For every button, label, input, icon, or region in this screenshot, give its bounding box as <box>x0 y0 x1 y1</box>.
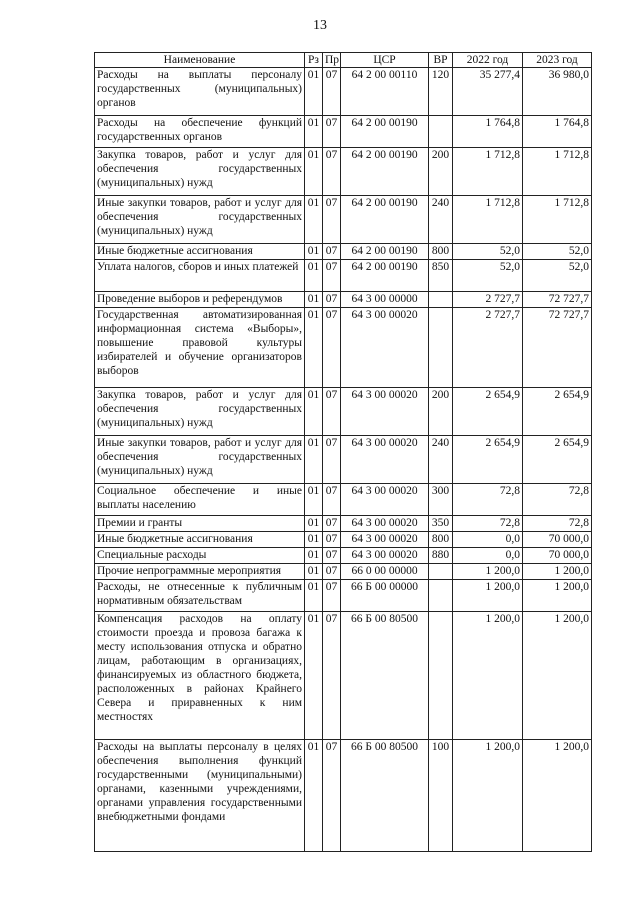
cell-pr: 07 <box>323 740 341 852</box>
cell-2023: 1 712,8 <box>523 148 592 196</box>
cell-rz: 01 <box>305 612 323 740</box>
cell-rz: 01 <box>305 580 323 612</box>
cell-csr: 64 3 00 00020 <box>341 532 429 548</box>
cell-2022: 1 200,0 <box>453 740 523 852</box>
cell-name: Иные бюджетные ассигнования <box>95 244 305 260</box>
cell-rz: 01 <box>305 244 323 260</box>
cell-rz: 01 <box>305 484 323 516</box>
table-row <box>95 612 592 740</box>
cell-csr: 64 2 00 00190 <box>341 244 429 260</box>
cell-pr: 07 <box>323 548 341 564</box>
cell-2022: 52,0 <box>453 260 523 292</box>
cell-2023: 52,0 <box>523 260 592 292</box>
budget-table <box>94 52 592 852</box>
table-row <box>95 564 592 580</box>
cell-csr: 64 2 00 00190 <box>341 116 429 148</box>
cell-vr: 120 <box>429 68 453 116</box>
cell-2022: 1 200,0 <box>453 612 523 740</box>
cell-2023: 72 727,7 <box>523 308 592 388</box>
cell-rz: 01 <box>305 116 323 148</box>
cell-2022: 2 654,9 <box>453 436 523 484</box>
cell-2022: 1 712,8 <box>453 196 523 244</box>
cell-rz: 01 <box>305 196 323 244</box>
header-2022: 2022 год <box>453 53 523 68</box>
cell-name: Расходы на обеспечение функций государственных органов <box>95 116 305 148</box>
cell-vr: 200 <box>429 148 453 196</box>
cell-rz: 01 <box>305 548 323 564</box>
cell-name: Расходы на выплаты персоналу государственных (муниципальных) органов <box>95 68 305 116</box>
cell-rz: 01 <box>305 436 323 484</box>
cell-name: Проведение выборов и референдумов <box>95 292 305 308</box>
cell-2022: 35 277,4 <box>453 68 523 116</box>
cell-vr: 200 <box>429 388 453 436</box>
cell-2023: 52,0 <box>523 244 592 260</box>
cell-2022: 52,0 <box>453 244 523 260</box>
cell-vr: 240 <box>429 436 453 484</box>
cell-rz: 01 <box>305 516 323 532</box>
cell-csr: 64 2 00 00110 <box>341 68 429 116</box>
cell-vr <box>429 612 453 740</box>
cell-name: Специальные расходы <box>95 548 305 564</box>
cell-csr: 64 3 00 00020 <box>341 436 429 484</box>
table-row <box>95 388 592 436</box>
cell-vr <box>429 116 453 148</box>
cell-csr: 64 3 00 00020 <box>341 516 429 532</box>
cell-2023: 70 000,0 <box>523 548 592 564</box>
cell-csr: 64 2 00 00190 <box>341 260 429 292</box>
cell-name: Премии и гранты <box>95 516 305 532</box>
header-pr: Пр <box>323 53 341 68</box>
cell-2022: 0,0 <box>453 532 523 548</box>
cell-csr: 64 3 00 00020 <box>341 548 429 564</box>
cell-csr: 64 2 00 00190 <box>341 196 429 244</box>
cell-2023: 72 727,7 <box>523 292 592 308</box>
table-row <box>95 580 592 612</box>
cell-vr <box>429 308 453 388</box>
cell-name: Закупка товаров, работ и услуг для обеспечения государственных (муниципальных) нужд <box>95 388 305 436</box>
header-name: Наименование <box>95 53 305 68</box>
cell-pr: 07 <box>323 516 341 532</box>
cell-name: Иные бюджетные ассигнования <box>95 532 305 548</box>
cell-2022: 1 712,8 <box>453 148 523 196</box>
cell-pr: 07 <box>323 292 341 308</box>
cell-2022: 1 200,0 <box>453 564 523 580</box>
cell-2022: 72,8 <box>453 516 523 532</box>
cell-name: Иные закупки товаров, работ и услуг для обеспечения государственных (муниципальных) нужд <box>95 436 305 484</box>
table-row <box>95 260 592 292</box>
cell-vr: 880 <box>429 548 453 564</box>
table-row <box>95 548 592 564</box>
cell-2022: 2 727,7 <box>453 292 523 308</box>
cell-2023: 1 712,8 <box>523 196 592 244</box>
cell-csr: 64 3 00 00020 <box>341 484 429 516</box>
cell-csr: 64 2 00 00190 <box>341 148 429 196</box>
cell-name: Прочие непрограммные мероприятия <box>95 564 305 580</box>
cell-name: Расходы на выплаты персоналу в целях обеспечения выполнения функций государственными (муниципальными) органами, казенными учреждениями, органами управления государственными внебюджетными фондами <box>95 740 305 852</box>
cell-csr: 66 0 00 00000 <box>341 564 429 580</box>
cell-2023: 1 200,0 <box>523 612 592 740</box>
cell-name: Иные закупки товаров, работ и услуг для обеспечения государственных (муниципальных) нужд <box>95 196 305 244</box>
cell-pr: 07 <box>323 484 341 516</box>
cell-2022: 1 200,0 <box>453 580 523 612</box>
cell-csr: 66 Б 00 80500 <box>341 612 429 740</box>
cell-2023: 2 654,9 <box>523 388 592 436</box>
cell-pr: 07 <box>323 308 341 388</box>
cell-name: Закупка товаров, работ и услуг для обеспечения государственных (муниципальных) нужд <box>95 148 305 196</box>
cell-csr: 66 Б 00 80500 <box>341 740 429 852</box>
cell-pr: 07 <box>323 244 341 260</box>
cell-vr: 300 <box>429 484 453 516</box>
cell-vr <box>429 580 453 612</box>
cell-vr: 240 <box>429 196 453 244</box>
cell-rz: 01 <box>305 564 323 580</box>
cell-2023: 36 980,0 <box>523 68 592 116</box>
cell-2022: 72,8 <box>453 484 523 516</box>
cell-rz: 01 <box>305 148 323 196</box>
cell-rz: 01 <box>305 308 323 388</box>
cell-csr: 66 Б 00 00000 <box>341 580 429 612</box>
table-row <box>95 484 592 516</box>
table-header-row <box>95 53 592 68</box>
page-number: 13 <box>313 18 327 33</box>
cell-pr: 07 <box>323 260 341 292</box>
cell-pr: 07 <box>323 612 341 740</box>
cell-pr: 07 <box>323 196 341 244</box>
cell-pr: 07 <box>323 148 341 196</box>
cell-pr: 07 <box>323 564 341 580</box>
table-row <box>95 116 592 148</box>
cell-name: Компенсация расходов на оплату стоимости проезда и провоза багажа к месту использования отпуска и обратно лицам, работающим в организациях, финансируемых из областного бюджета, расположенных в районах Крайнего Севера и приравненных к ним местностях <box>95 612 305 740</box>
table-row <box>95 244 592 260</box>
table-row <box>95 196 592 244</box>
cell-vr: 100 <box>429 740 453 852</box>
header-rz: Рз <box>305 53 323 68</box>
cell-2023: 70 000,0 <box>523 532 592 548</box>
table-row <box>95 308 592 388</box>
cell-pr: 07 <box>323 68 341 116</box>
header-vr: ВР <box>429 53 453 68</box>
cell-rz: 01 <box>305 388 323 436</box>
cell-name: Социальное обеспечение и иные выплаты населению <box>95 484 305 516</box>
cell-csr: 64 3 00 00020 <box>341 388 429 436</box>
cell-2022: 0,0 <box>453 548 523 564</box>
cell-rz: 01 <box>305 260 323 292</box>
cell-name: Уплата налогов, сборов и иных платежей <box>95 260 305 292</box>
cell-vr <box>429 292 453 308</box>
cell-vr: 800 <box>429 244 453 260</box>
cell-name: Государственная автоматизированная информационная система «Выборы», повышение правовой культуры избирателей и обучение организаторов выборов <box>95 308 305 388</box>
table-row <box>95 292 592 308</box>
cell-2023: 1 200,0 <box>523 564 592 580</box>
cell-name: Расходы, не отнесенные к публичным нормативным обязательствам <box>95 580 305 612</box>
table-row <box>95 436 592 484</box>
cell-vr: 800 <box>429 532 453 548</box>
cell-rz: 01 <box>305 68 323 116</box>
cell-rz: 01 <box>305 532 323 548</box>
cell-csr: 64 3 00 00000 <box>341 292 429 308</box>
cell-csr: 64 3 00 00020 <box>341 308 429 388</box>
cell-pr: 07 <box>323 532 341 548</box>
cell-2023: 1 764,8 <box>523 116 592 148</box>
cell-rz: 01 <box>305 292 323 308</box>
cell-2022: 2 654,9 <box>453 388 523 436</box>
cell-vr: 850 <box>429 260 453 292</box>
cell-2022: 1 764,8 <box>453 116 523 148</box>
header-csr: ЦСР <box>341 53 429 68</box>
cell-pr: 07 <box>323 436 341 484</box>
cell-2022: 2 727,7 <box>453 308 523 388</box>
header-2023: 2023 год <box>523 53 592 68</box>
cell-2023: 1 200,0 <box>523 740 592 852</box>
cell-pr: 07 <box>323 580 341 612</box>
cell-rz: 01 <box>305 740 323 852</box>
table-row <box>95 68 592 116</box>
cell-pr: 07 <box>323 388 341 436</box>
cell-2023: 72,8 <box>523 484 592 516</box>
cell-vr <box>429 564 453 580</box>
cell-2023: 72,8 <box>523 516 592 532</box>
cell-2023: 2 654,9 <box>523 436 592 484</box>
cell-vr: 350 <box>429 516 453 532</box>
cell-pr: 07 <box>323 116 341 148</box>
table-row <box>95 740 592 852</box>
table-row <box>95 148 592 196</box>
table-row <box>95 532 592 548</box>
table-row <box>95 516 592 532</box>
cell-2023: 1 200,0 <box>523 580 592 612</box>
